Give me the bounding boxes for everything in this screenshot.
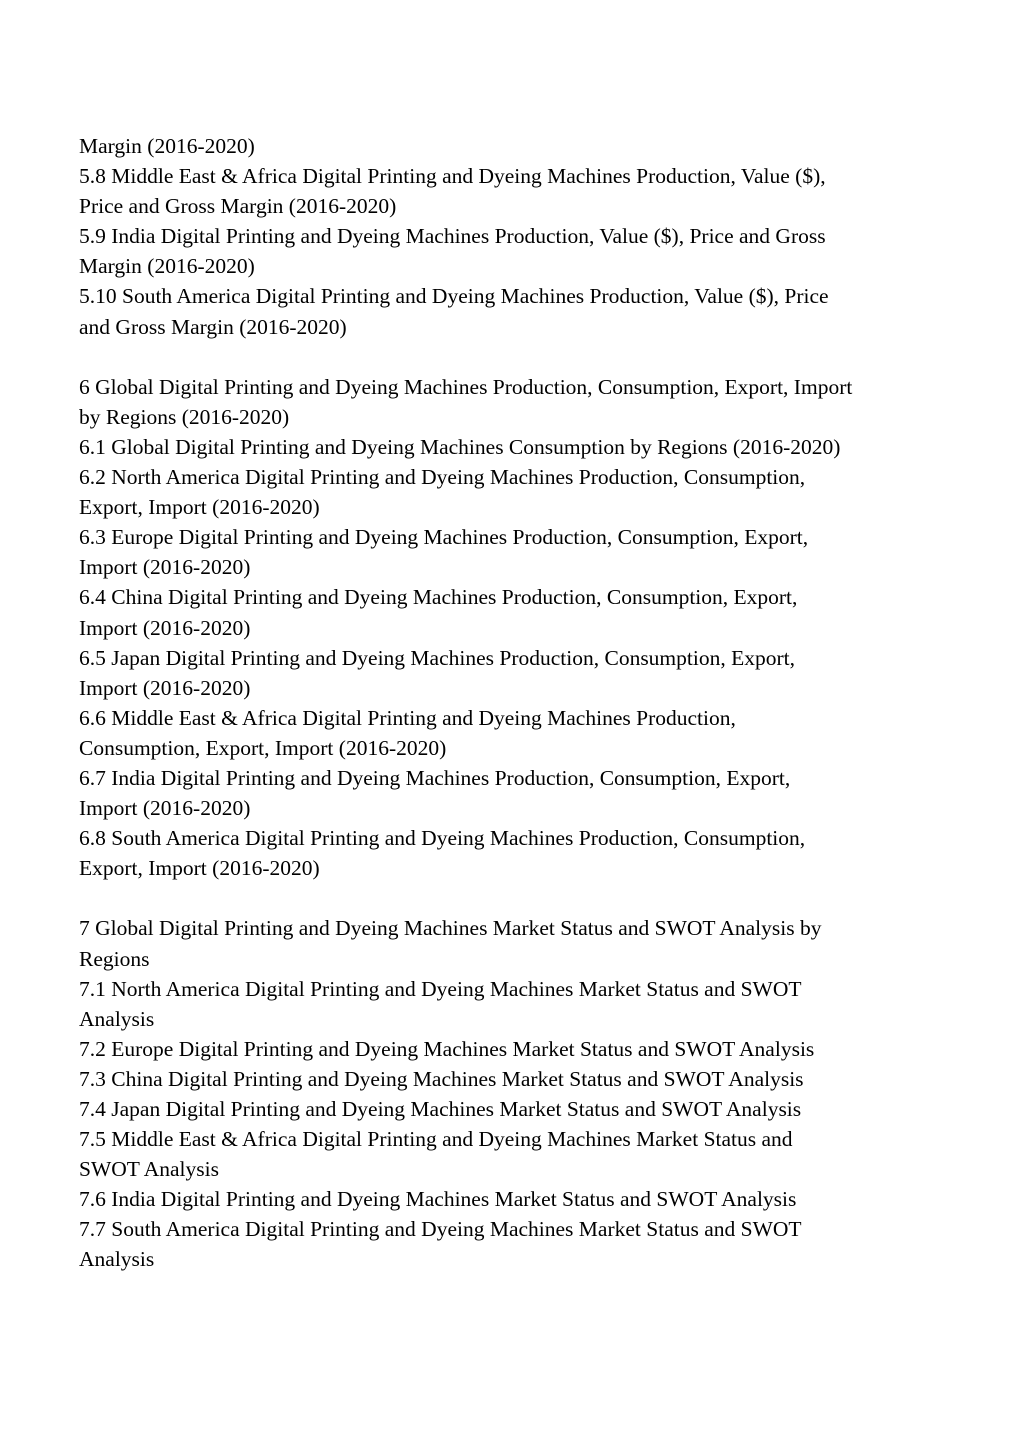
toc-line: 6.5 Japan Digital Printing and Dyeing Machines Production, Consumption, Export, <box>79 645 795 670</box>
toc-line: Analysis <box>79 1006 155 1031</box>
toc-line: 6.8 South America Digital Printing and Dyeing Machines Production, Consumption, <box>79 826 806 851</box>
toc-line: 7.2 Europe Digital Printing and Dyeing Machines Market Status and SWOT Analysis <box>79 1036 815 1061</box>
toc-line: Import (2016-2020) <box>79 555 251 580</box>
toc-line: Margin (2016-2020) <box>79 134 255 158</box>
toc-line: 7 Global Digital Printing and Dyeing Machines Market Status and SWOT Analysis by <box>79 916 822 941</box>
toc-line: Margin (2016-2020) <box>79 254 255 279</box>
toc-line: SWOT Analysis <box>79 1157 219 1182</box>
toc-line: 6.3 Europe Digital Printing and Dyeing Machines Production, Consumption, Export, <box>79 525 809 550</box>
toc-line: Import (2016-2020) <box>79 675 251 700</box>
toc-line: 7.6 India Digital Printing and Dyeing Machines Market Status and SWOT Analysis <box>79 1187 797 1212</box>
toc-line: Export, Import (2016-2020) <box>79 856 320 881</box>
toc-line: 7.1 North America Digital Printing and Dyeing Machines Market Status and SWOT <box>79 976 802 1001</box>
toc-line: Import (2016-2020) <box>79 615 251 640</box>
toc-line: 6.6 Middle East & Africa Digital Printing and Dyeing Machines Production, <box>79 705 736 730</box>
toc-line: 6.2 North America Digital Printing and Dyeing Machines Production, Consumption, <box>79 465 806 490</box>
toc-line: 6 Global Digital Printing and Dyeing Machines Production, Consumption, Export, Import <box>79 374 853 399</box>
toc-line: by Regions (2016-2020) <box>79 404 290 429</box>
toc-line: 7.4 Japan Digital Printing and Dyeing Machines Market Status and SWOT Analysis <box>79 1097 802 1121</box>
toc-line: 5.9 India Digital Printing and Dyeing Machines Production, Value ($), Price and Gross <box>79 224 826 249</box>
table-of-contents-text <box>79 131 959 1275</box>
toc-line: Consumption, Export, Import (2016-2020) <box>79 735 447 760</box>
toc-line: 6.4 China Digital Printing and Dyeing Machines Production, Consumption, Export, <box>79 585 798 610</box>
toc-line: 7.3 China Digital Printing and Dyeing Machines Market Status and SWOT Analysis <box>79 1066 804 1091</box>
toc-line: 7.5 Middle East & Africa Digital Printing and Dyeing Machines Market Status and <box>79 1127 793 1152</box>
section-gap <box>79 883 959 913</box>
toc-line: Export, Import (2016-2020) <box>79 495 320 520</box>
toc-line: 5.8 Middle East & Africa Digital Printing and Dyeing Machines Production, Value ($), <box>79 164 826 189</box>
toc-line: Price and Gross Margin (2016-2020) <box>79 194 397 219</box>
toc-line: Analysis <box>79 1247 155 1272</box>
section-gap <box>79 342 959 372</box>
toc-line: 6.7 India Digital Printing and Dyeing Machines Production, Consumption, Export, <box>79 765 791 790</box>
toc-line: 5.10 South America Digital Printing and Dyeing Machines Production, Value ($), Price <box>79 284 829 309</box>
toc-line: Regions <box>79 946 150 971</box>
toc-line: and Gross Margin (2016-2020) <box>79 314 347 339</box>
toc-line: Import (2016-2020) <box>79 796 251 821</box>
toc-line: 7.7 South America Digital Printing and Dyeing Machines Market Status and SWOT <box>79 1217 802 1242</box>
toc-line: 6.1 Global Digital Printing and Dyeing Machines Consumption by Regions (2016-2020) <box>79 434 841 459</box>
